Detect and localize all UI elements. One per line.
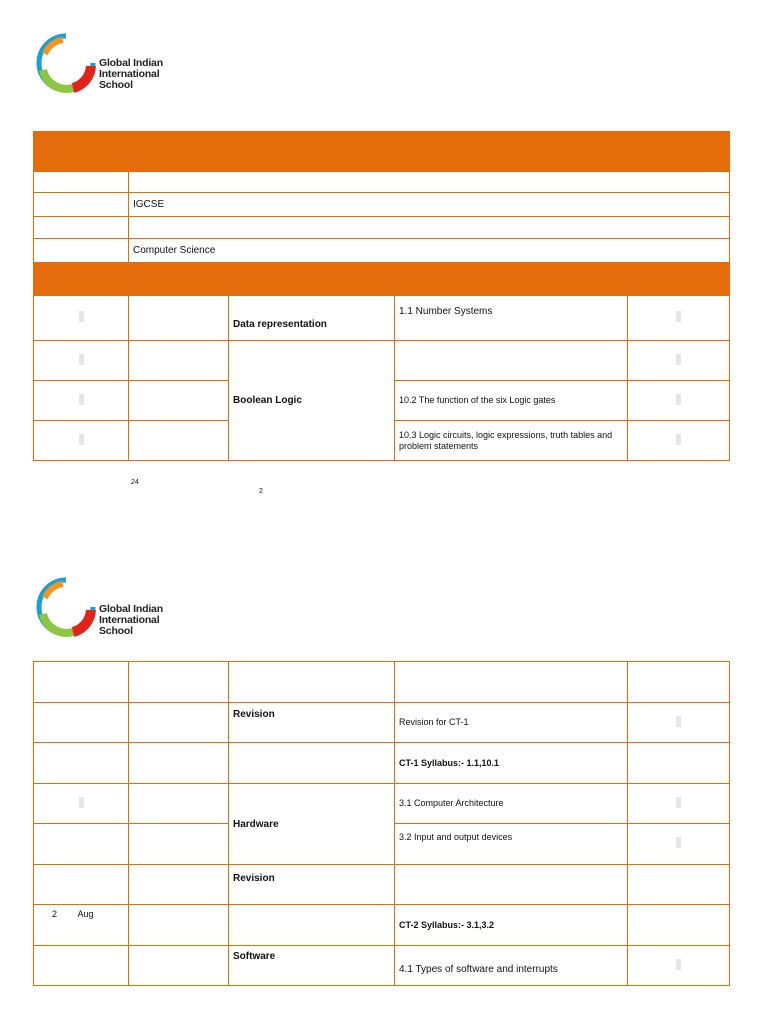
placeholder-mark <box>676 354 681 365</box>
placeholder-mark <box>79 311 84 322</box>
table-row <box>34 784 730 824</box>
column-header-row <box>34 662 730 703</box>
subtopic-cell: CT-2 Syllabus:- 3.1,3.2 <box>395 905 628 946</box>
subtopic-cell: 1.1 Number Systems <box>395 296 628 341</box>
subtopic-cell: CT-1 Syllabus:- 1.1,10.1 <box>395 743 628 784</box>
topic-cell: Boolean Logic <box>229 341 395 461</box>
school-logo <box>33 574 173 640</box>
subtopic-cell: 10.2 The function of the six Logic gates <box>395 381 628 421</box>
placeholder-mark <box>79 394 84 405</box>
subtopic-cell: 4.1 Types of software and interrupts <box>395 946 628 986</box>
placeholder-mark <box>676 311 681 322</box>
subtopic-cell: Revision for CT-1 <box>395 703 628 743</box>
date-cell <box>34 905 129 946</box>
school-logo-icon <box>33 574 99 640</box>
school-name-line2: International <box>99 68 160 80</box>
school-name-line1: Global Indian <box>99 57 163 69</box>
info-row <box>34 193 730 217</box>
info-row <box>34 217 730 239</box>
subtopic-cell: 3.1 Computer Architecture <box>395 784 628 824</box>
table-row <box>34 946 730 986</box>
table-row <box>34 905 730 946</box>
topic-cell: Hardware <box>229 784 395 865</box>
footnote: 24 <box>131 479 139 486</box>
placeholder-mark <box>676 959 681 970</box>
placeholder-mark <box>676 716 681 727</box>
month: Aug <box>77 909 94 919</box>
info-row <box>34 172 730 193</box>
table-row <box>34 703 730 743</box>
subject-value: Computer Science <box>129 239 730 263</box>
placeholder-mark <box>676 797 681 808</box>
topic-cell: Data representation <box>229 296 395 341</box>
school-name-line3: School <box>99 79 133 91</box>
column-header-row <box>34 263 730 296</box>
subtopic-cell: 10.3 Logic circuits, logic expressions, truth tables and problem statements <box>395 421 628 461</box>
placeholder-mark <box>676 434 681 445</box>
table-row <box>34 865 730 905</box>
placeholder-mark <box>676 837 681 848</box>
school-name-line1: Global Indian <box>99 603 163 615</box>
program-value: IGCSE <box>129 193 730 217</box>
placeholder-mark <box>676 394 681 405</box>
topic-cell: Software <box>229 946 395 986</box>
syllabus-table-page1 <box>33 131 730 461</box>
placeholder-mark <box>79 434 84 445</box>
topic-cell: Revision <box>229 703 395 743</box>
school-logo <box>33 30 173 96</box>
subtopic-cell: 3.2 Input and output devices <box>395 824 628 865</box>
syllabus-table-page2 <box>33 661 730 986</box>
placeholder-mark <box>79 354 84 365</box>
placeholder-mark <box>79 797 84 808</box>
table-row <box>34 296 730 341</box>
school-logo-icon <box>33 30 99 96</box>
header-band <box>34 132 730 172</box>
topic-cell: Revision <box>229 865 395 905</box>
school-name-line2: International <box>99 614 160 626</box>
school-name-line3: School <box>99 625 133 637</box>
info-row <box>34 239 730 263</box>
footnote: 2 <box>259 488 263 495</box>
table-row <box>34 341 730 381</box>
table-row <box>34 743 730 784</box>
week-number: 2 <box>52 909 58 919</box>
